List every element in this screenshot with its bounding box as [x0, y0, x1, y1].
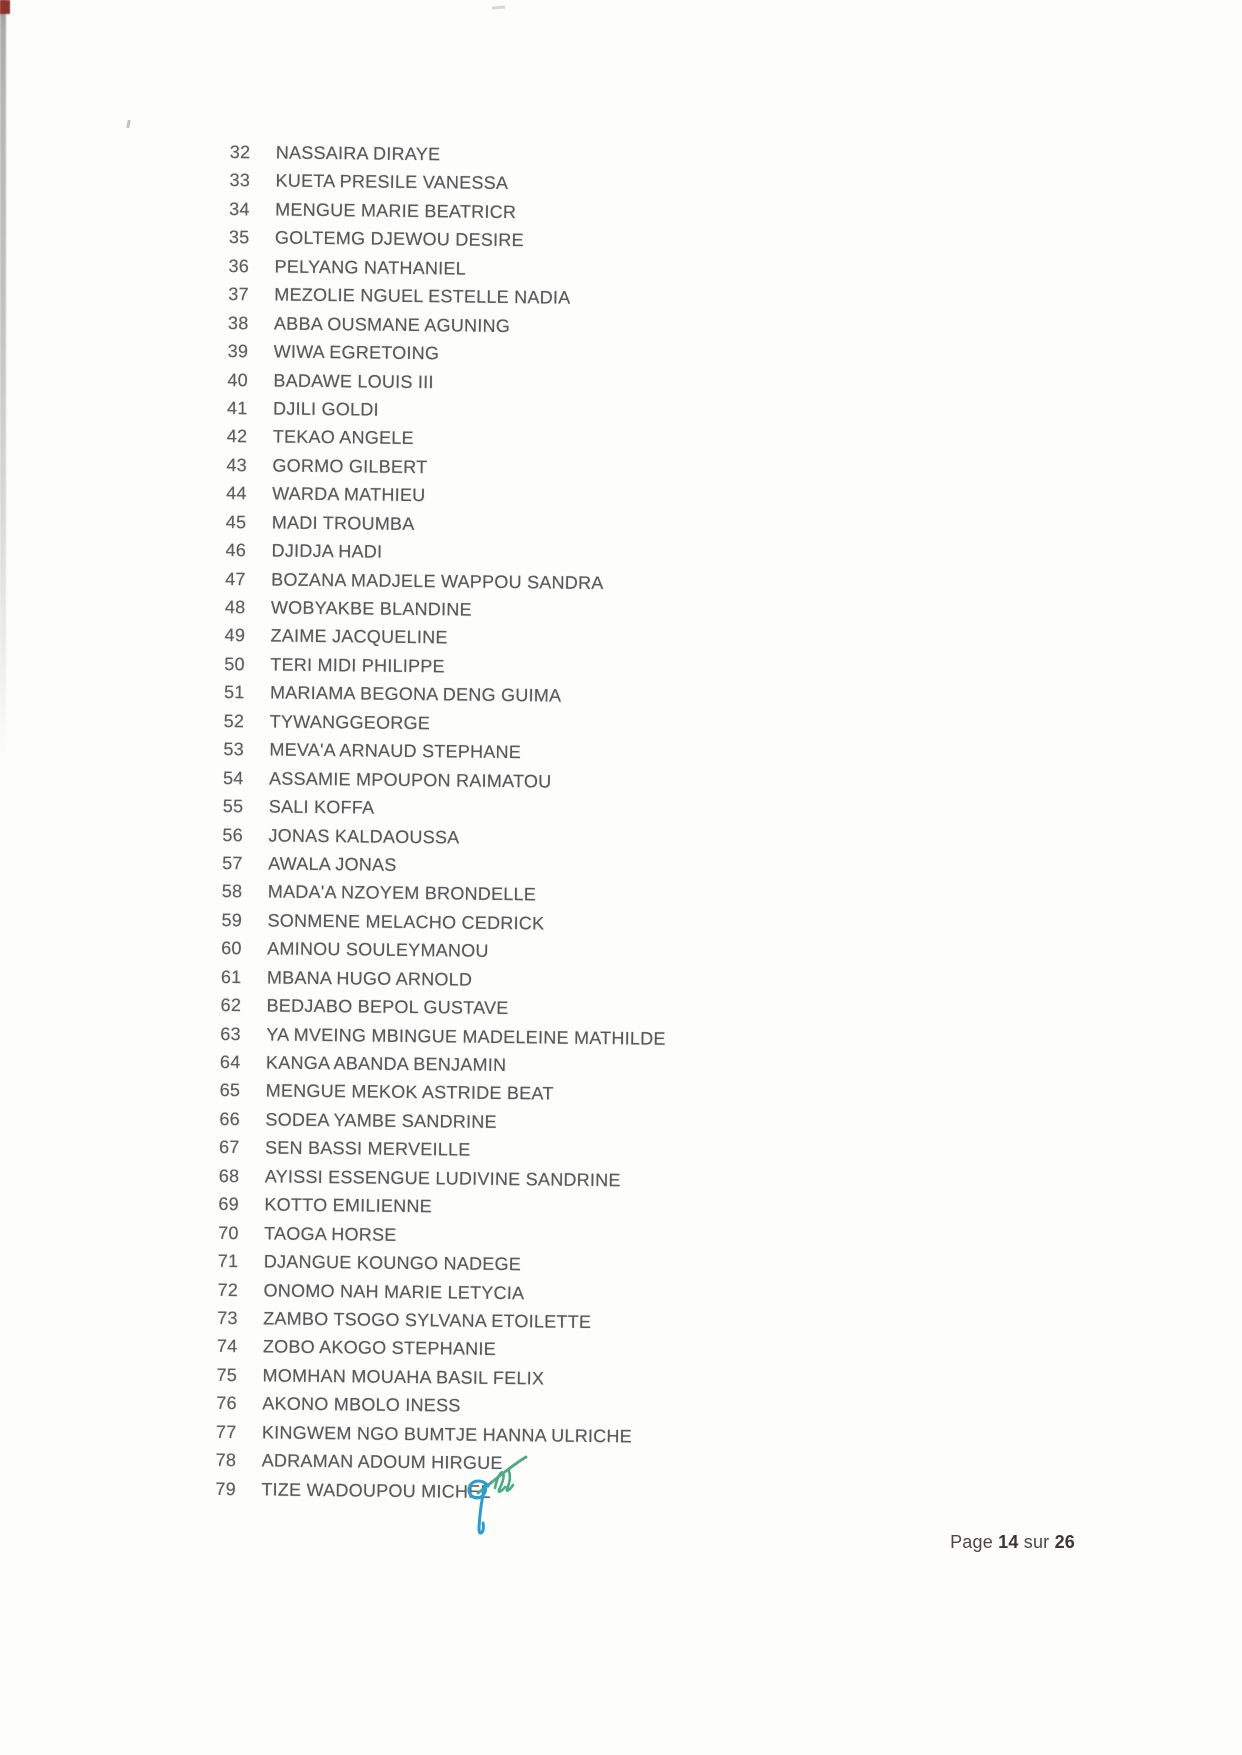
page-footer	[950, 1532, 1075, 1553]
entry-number: 67	[218, 1137, 240, 1158]
entry-name: AMINOU SOULEYMANOU	[267, 938, 489, 962]
entry-name: WARDA MATHIEU	[272, 483, 426, 506]
entry-name: ZAIME JACQUELINE	[270, 625, 448, 648]
list-item	[226, 479, 672, 512]
entry-name: TIZE WADOUPOU MICHEL	[261, 1478, 491, 1502]
entry-name: TEKAO ANGELE	[272, 426, 414, 449]
entry-number: 40	[227, 369, 249, 390]
list-item	[223, 735, 669, 768]
entry-number: 74	[216, 1336, 238, 1357]
list-item	[216, 1446, 662, 1479]
entry-number: 52	[223, 710, 245, 731]
blue-ink-stroke	[469, 1481, 488, 1533]
entry-number: 55	[222, 796, 244, 817]
entry-name: ASSAMIE MPOUPON RAIMATOU	[268, 768, 552, 792]
entry-name: MENGUE MEKOK ASTRIDE BEAT	[265, 1080, 554, 1104]
entry-number: 76	[216, 1393, 237, 1414]
entry-number: 41	[226, 397, 248, 419]
entry-number: 50	[224, 653, 245, 675]
entry-name: WIWA EGRETOING	[273, 341, 440, 364]
list-item	[217, 1332, 663, 1365]
entry-number: 47	[225, 568, 246, 589]
handwritten-initials-annotation	[448, 1446, 544, 1546]
entry-name: YA MVEING MBINGUE MADELEINE MATHILDE	[266, 1024, 666, 1049]
entry-name: ZAMBO TSOGO SYLVANA ETOILETTE	[263, 1308, 592, 1332]
entry-name: MBANA HUGO ARNOLD	[266, 967, 473, 990]
entry-number: 78	[215, 1450, 237, 1471]
entry-name: BEDJABO BEPOL GUSTAVE	[266, 995, 509, 1019]
entry-name: DJILI GOLDI	[272, 398, 379, 420]
entry-name: KANGA ABANDA BENJAMIN	[265, 1052, 507, 1076]
entry-number: 71	[217, 1250, 239, 1272]
entry-number: 62	[220, 995, 242, 1016]
entry-number: 36	[228, 255, 250, 276]
entry-number: 65	[219, 1080, 241, 1101]
entry-name: AYISSI ESSENGUE LUDIVINE SANDRINE	[264, 1166, 621, 1191]
entry-name: BOZANA MADJELE WAPPOU SANDRA	[271, 569, 604, 593]
entry-name: ABBA OUSMANE AGUNING	[273, 313, 511, 336]
footer-total-pages: 26	[1054, 1532, 1075, 1552]
entry-number: 45	[225, 511, 247, 532]
entry-name: AWALA JONAS	[268, 853, 397, 875]
entry-name: ZOBO AKOGO STEPHANIE	[262, 1336, 497, 1360]
entry-number: 48	[224, 596, 246, 618]
entry-name: SODEA YAMBE SANDRINE	[265, 1109, 497, 1132]
entry-number: 68	[218, 1165, 240, 1186]
scan-speck	[126, 120, 131, 128]
footer-separator: sur	[1023, 1532, 1050, 1552]
entry-name: ONOMO NAH MARIE LETYCIA	[263, 1279, 525, 1303]
entry-number: 53	[223, 739, 245, 760]
list-item	[218, 1247, 664, 1280]
entry-name: ADRAMAN ADOUM HIRGUE	[261, 1450, 503, 1474]
list-item	[224, 621, 670, 654]
list-item	[220, 1076, 666, 1109]
entry-number: 35	[228, 227, 250, 248]
list-item	[227, 422, 673, 455]
entry-name: MEZOLIE NGUEL ESTELLE NADIA	[274, 284, 571, 308]
list-item	[220, 991, 666, 1024]
entry-name: SEN BASSI MERVEILLE	[264, 1137, 471, 1160]
entry-number: 70	[218, 1222, 239, 1243]
entry-name: KUETA PRESILE VANESSA	[275, 170, 509, 194]
entry-number: 77	[215, 1421, 237, 1442]
entry-number: 58	[221, 881, 243, 902]
entry-number: 54	[222, 767, 244, 788]
entry-number: 69	[218, 1194, 240, 1215]
entry-number: 72	[217, 1279, 239, 1300]
list-item	[225, 536, 671, 569]
entry-name: TYWANGGEORGE	[269, 711, 431, 733]
entry-number: 75	[216, 1364, 238, 1385]
list-item	[228, 337, 674, 370]
list-item	[229, 166, 675, 199]
entry-name: JONAS KALDAOUSSA	[268, 824, 460, 848]
list-item	[229, 223, 675, 256]
entry-name: KINGWEM NGO BUMTJE HANNA ULRICHE	[261, 1422, 633, 1447]
entry-number: 34	[229, 198, 250, 220]
entry-name: AKONO MBOLO INESS	[262, 1393, 461, 1416]
entry-name: MENGUE MARIE BEATRICR	[275, 199, 517, 222]
entry-number: 49	[224, 625, 246, 646]
entry-name: MEVA'A ARNAUD STEPHANE	[269, 739, 522, 763]
entry-name: DJIDJA HADI	[271, 540, 383, 562]
roster-list	[215, 138, 675, 1508]
entry-number: 39	[227, 341, 249, 362]
list-item	[219, 1133, 665, 1166]
entry-number: 38	[227, 312, 249, 333]
entry-number: 44	[226, 483, 247, 504]
list-item	[224, 678, 670, 711]
entry-number: 73	[217, 1307, 238, 1329]
list-item	[222, 877, 668, 910]
entry-name: MADI TROUMBA	[271, 512, 415, 534]
entry-number: 61	[220, 966, 242, 987]
entry-name: TAOGA HORSE	[264, 1223, 397, 1245]
entry-name: KOTTO EMILIENNE	[264, 1194, 433, 1217]
list-item	[215, 1474, 661, 1507]
entry-name: SALI KOFFA	[268, 796, 375, 818]
scan-speck	[492, 6, 505, 10]
entry-number: 46	[225, 540, 247, 561]
entry-number: 32	[229, 141, 251, 163]
entry-number: 43	[226, 454, 248, 476]
entry-number: 63	[220, 1023, 241, 1044]
footer-current-page: 14	[998, 1532, 1019, 1552]
entry-number: 56	[222, 824, 244, 845]
entry-number: 59	[221, 909, 243, 930]
entry-number: 60	[221, 938, 242, 959]
list-item	[223, 792, 669, 825]
entry-number: 57	[222, 852, 243, 874]
red-corner-mark-shape	[0, 0, 10, 14]
entry-name: WOBYAKBE BLANDINE	[270, 597, 472, 620]
entry-name: NASSAIRA DIRAYE	[275, 142, 441, 165]
entry-number: 33	[229, 170, 251, 191]
entry-name: SONMENE MELACHO CEDRICK	[267, 910, 545, 934]
entry-number: 42	[226, 426, 248, 447]
list-item	[218, 1190, 664, 1223]
entry-name: MADA'A NZOYEM BRONDELLE	[267, 881, 537, 905]
entry-name: GORMO GILBERT	[272, 455, 428, 477]
entry-name: TERI MIDI PHILIPPE	[270, 654, 445, 677]
entry-number: 79	[215, 1478, 237, 1499]
footer-page-label: Page	[950, 1532, 993, 1552]
green-ink-stroke	[495, 1471, 513, 1492]
entry-name: DJANGUE KOUNGO NADEGE	[263, 1251, 522, 1275]
entry-name: MOMHAN MOUAHA BASIL FELIX	[262, 1365, 545, 1389]
entry-name: BADAWE LOUIS III	[273, 369, 434, 392]
scan-edge-shadow	[0, 0, 6, 780]
entry-number: 37	[228, 284, 249, 305]
entry-number: 51	[223, 682, 245, 703]
entry-name: MARIAMA BEGONA DENG GUIMA	[269, 682, 562, 706]
entry-number: 66	[219, 1108, 241, 1130]
entry-name: PELYANG NATHANIEL	[274, 256, 467, 279]
list-item	[221, 934, 667, 967]
list-item	[228, 280, 674, 313]
entry-name: GOLTEMG DJEWOU DESIRE	[274, 227, 524, 251]
entry-number: 64	[219, 1051, 241, 1073]
red-corner-mark	[0, 0, 10, 14]
list-item	[216, 1389, 662, 1422]
